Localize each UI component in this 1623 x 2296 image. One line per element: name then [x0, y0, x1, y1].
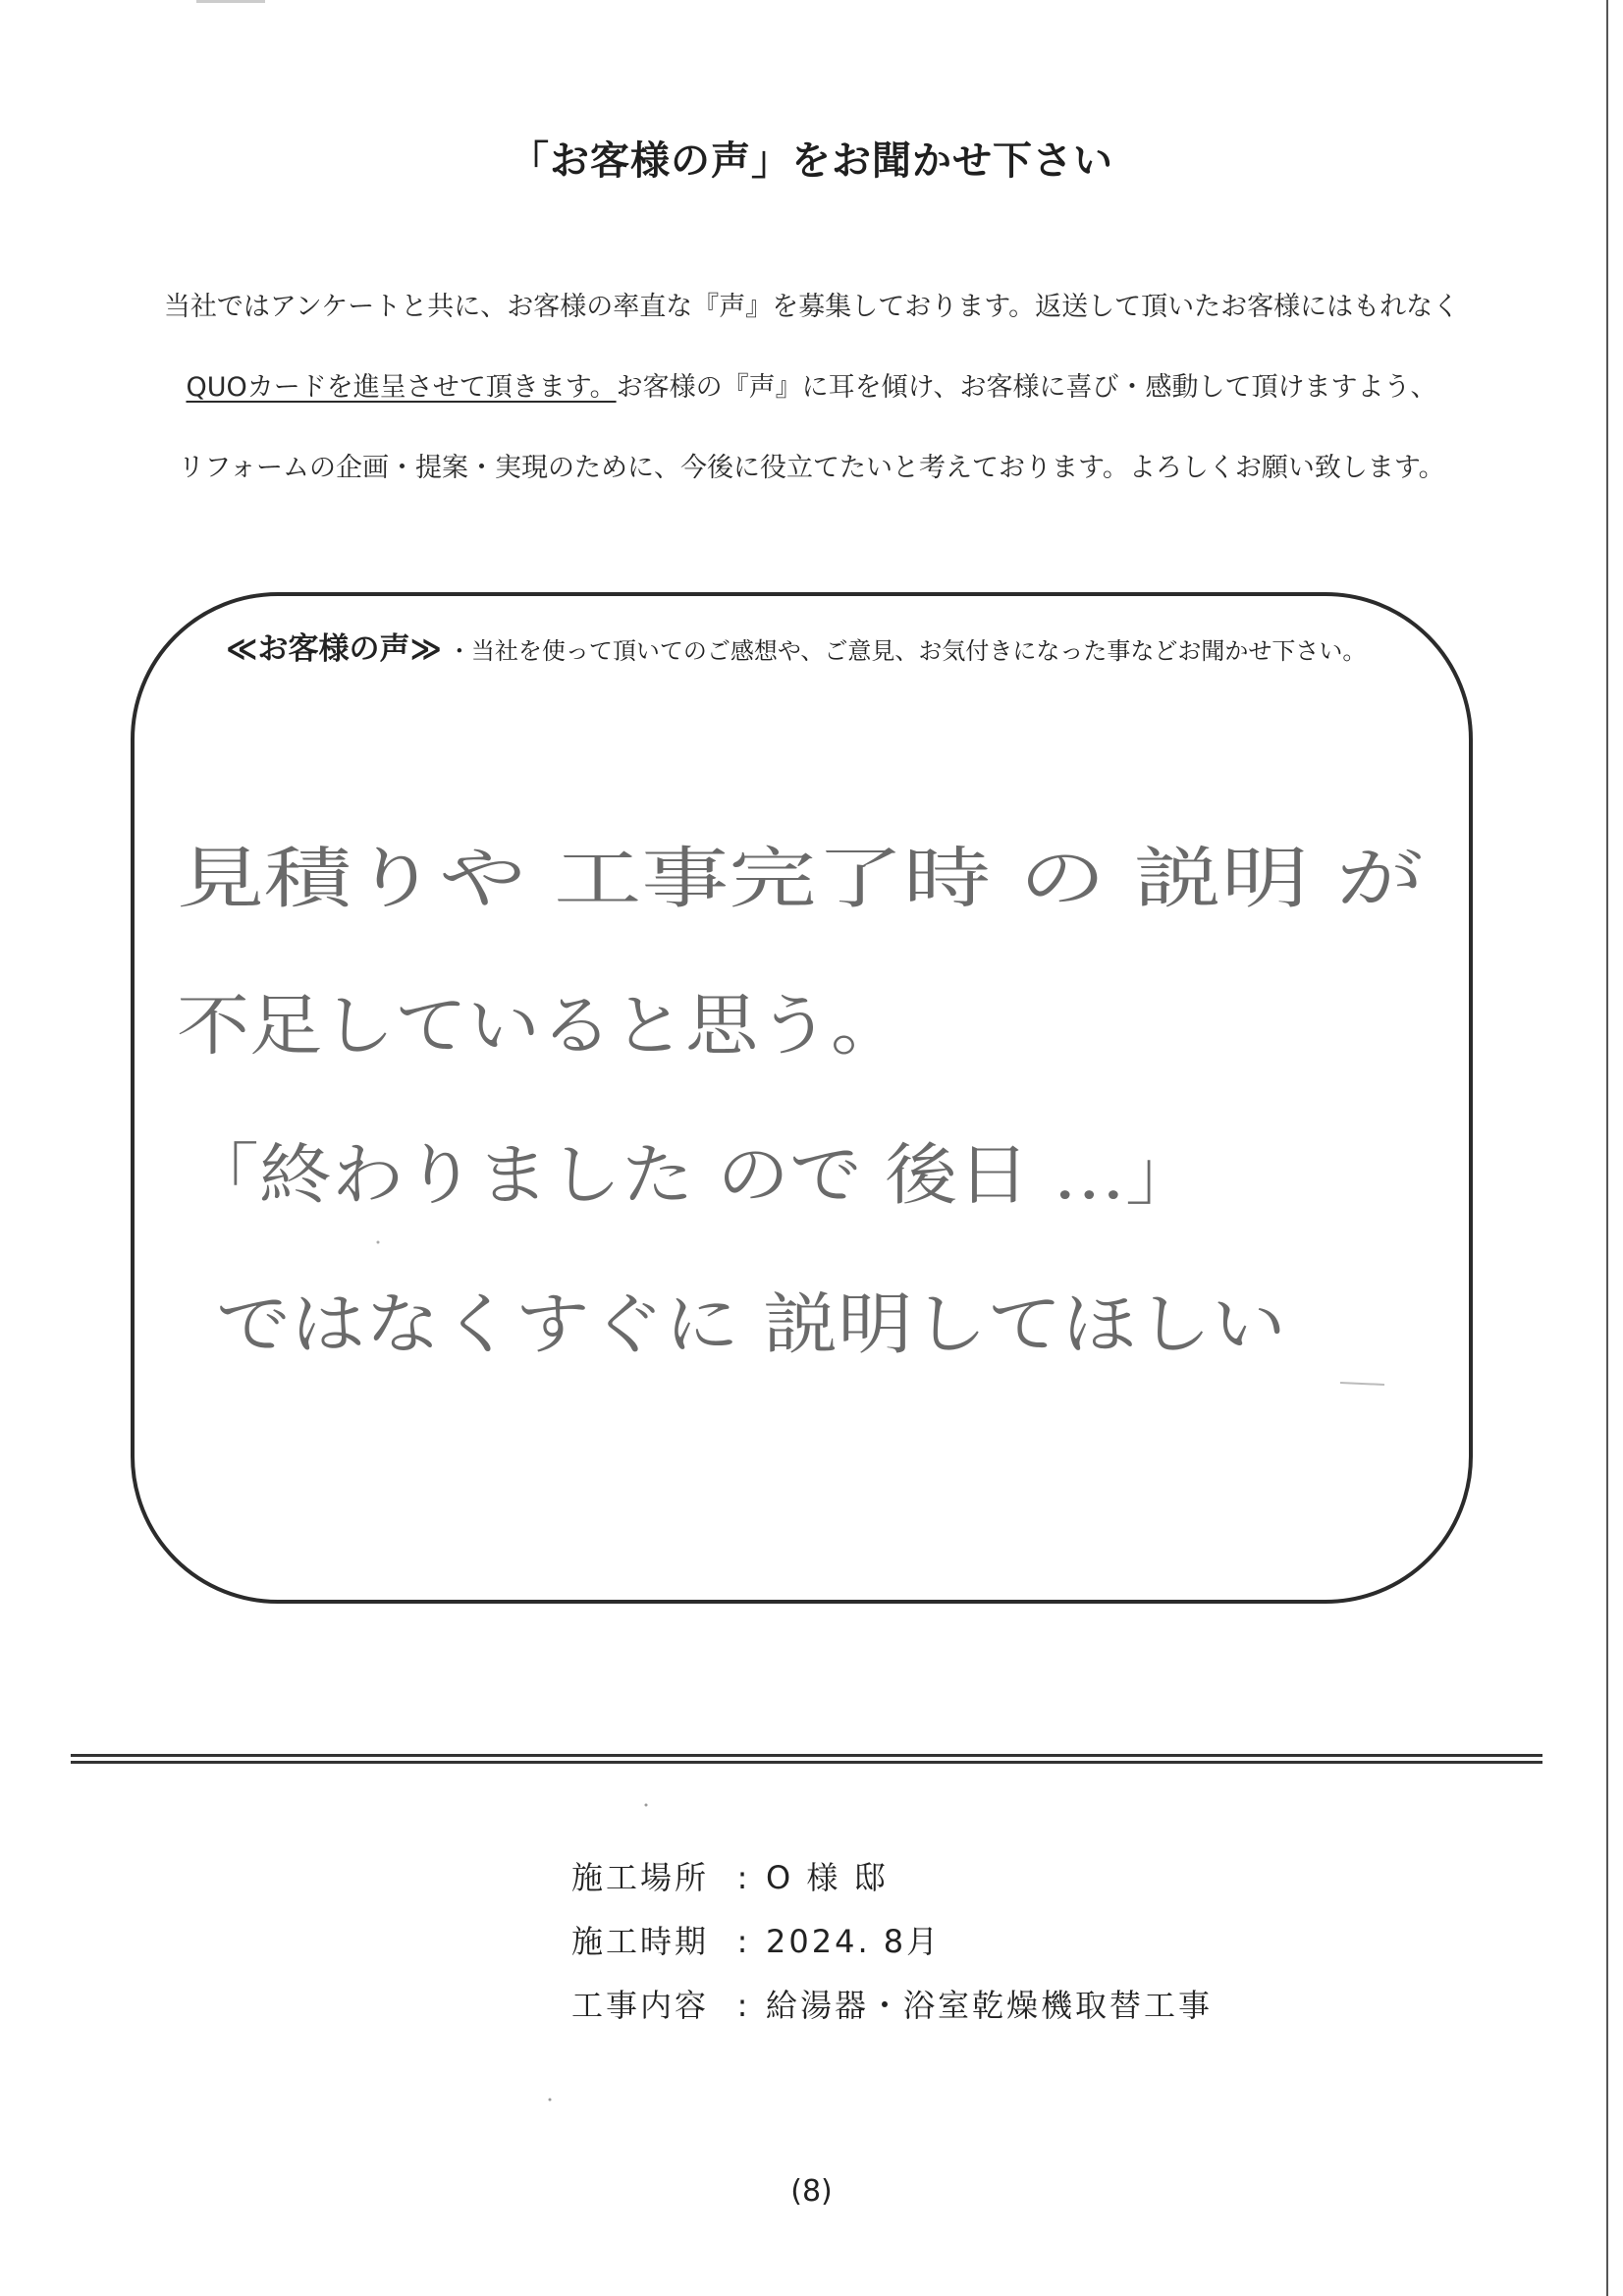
- intro-line-2: [0, 365, 1623, 404]
- work-content-value: 給湯器・浴室乾燥機取替工事: [766, 1987, 1214, 2024]
- scan-mark: [196, 0, 265, 3]
- construction-period-label: 施工時期: [571, 1923, 710, 1960]
- construction-period-value: 2024. 8月: [766, 1923, 942, 1960]
- page-edge-line: [1606, 0, 1608, 2296]
- divider-rule-bottom: [71, 1761, 1542, 1764]
- voice-box-header: [226, 624, 1366, 668]
- handwritten-line-2: 不足していると思う。: [177, 988, 904, 1066]
- handwritten-line-1: 見積りや 工事完了時 の 説明 が: [177, 841, 1424, 918]
- separator: :: [736, 1859, 748, 1896]
- construction-site-value: O 様 邸: [766, 1859, 889, 1896]
- customer-voice-box: [131, 592, 1473, 1604]
- construction-period-row: [571, 1917, 941, 1962]
- page-number: (8): [790, 2174, 833, 2209]
- intro-line-3: リフォームの企画・提案・実現のために、今後に役立てたいと考えております。よろしくお願い致します。: [178, 453, 1445, 483]
- divider-rule-top: [71, 1754, 1542, 1757]
- construction-site-label: 施工場所: [571, 1859, 710, 1896]
- handwritten-line-4: ではなくすぐに 説明してほしい: [216, 1286, 1286, 1364]
- quo-card-notice: QUOカードを進呈させて頂きます。: [186, 372, 617, 403]
- separator: :: [736, 1987, 748, 2024]
- construction-site-row: [571, 1853, 889, 1898]
- voice-box-title: ≪お客様の声≫: [226, 631, 442, 667]
- scan-dust: [549, 2099, 552, 2102]
- intro-line-2-rest: お客様の『声』に耳を傾け、お客様に喜び・感動して頂けますよう、: [616, 372, 1437, 403]
- handwritten-line-3: 「終わりました ので 後日 …」: [187, 1137, 1198, 1215]
- work-content-label: 工事内容: [571, 1987, 710, 2024]
- scan-dust: [645, 1804, 648, 1807]
- page-title: 「お客様の声」をお聞かせ下さい: [510, 138, 1113, 184]
- voice-box-note: ・当社を使って頂いてのご感想や、ご意見、お気付きになった事などお聞かせ下さい。: [447, 637, 1367, 665]
- intro-line-1: 当社ではアンケートと共に、お客様の率直な『声』を募集しております。返送して頂いたお客様にはもれなく: [163, 292, 1460, 322]
- separator: :: [736, 1923, 748, 1960]
- work-content-row: [571, 1981, 1213, 2026]
